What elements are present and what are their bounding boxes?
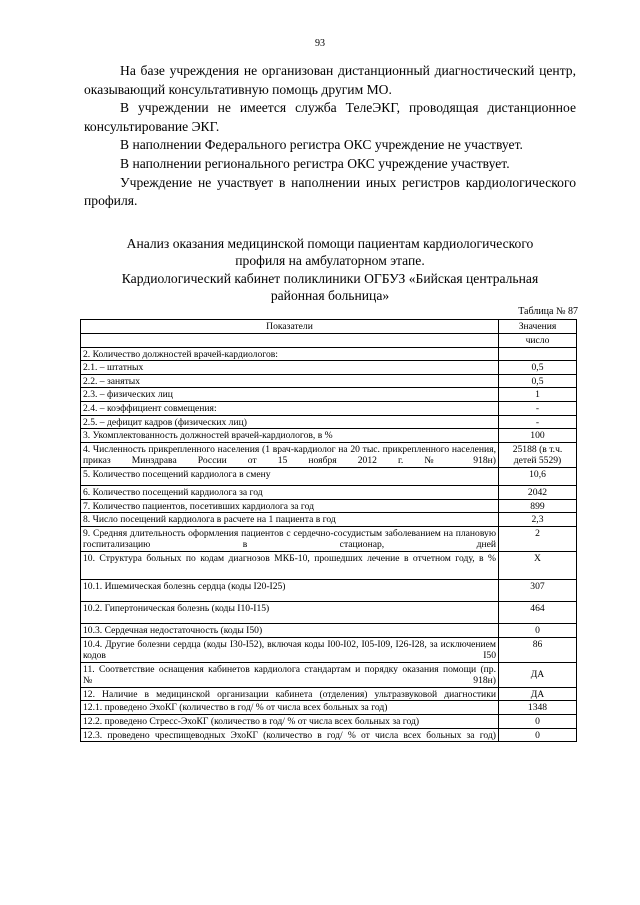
table-caption: Таблица № 87 bbox=[518, 306, 578, 317]
row-value: 0,5 bbox=[499, 374, 577, 388]
row-value: 464 bbox=[499, 601, 577, 623]
row-value: 1 bbox=[499, 388, 577, 402]
paragraph: Учреждение не участвует в наполнении иных регистров кардиологического профиля. bbox=[84, 174, 576, 209]
row-label: 4. Численность прикрепленного населения (1 врач-кардиолог на 20 тыс. прикрепленного населения, приказ Минздрава России от 15 ноября 2012 г. № 918н) bbox=[81, 442, 499, 467]
paragraph: В наполнении регионального регистра ОКС учреждение участвует. bbox=[120, 155, 510, 171]
paragraph: На базе учреждения не организован дистанционный диагностический центр, оказывающий консультативную помощь другим МО. bbox=[84, 63, 576, 97]
heading-line: Кардиологический кабинет поликлиники ОГБУЗ «Бийская центральная bbox=[121, 270, 539, 286]
table-row bbox=[81, 429, 577, 443]
table-row bbox=[81, 579, 577, 601]
row-label: 5. Количество посещений кардиолога в смену bbox=[81, 467, 499, 485]
row-value: ДА bbox=[499, 662, 577, 687]
row-value: 25188 (в т.ч. детей 5529) bbox=[499, 442, 577, 467]
row-value: 100 bbox=[499, 429, 577, 443]
row-value: 1348 bbox=[499, 701, 577, 715]
row-label: 2. Количество должностей врачей-кардиологов: bbox=[81, 347, 499, 361]
table-row bbox=[81, 623, 577, 637]
table-row bbox=[81, 526, 577, 551]
table-row bbox=[81, 601, 577, 623]
table-row bbox=[81, 401, 577, 415]
row-label: 2.2. – занятых bbox=[81, 374, 499, 388]
table-row bbox=[81, 374, 577, 388]
table-row bbox=[81, 662, 577, 687]
row-value bbox=[499, 347, 577, 361]
indicator-header: Показатели bbox=[81, 320, 499, 334]
values-header: Значения bbox=[499, 320, 577, 334]
row-value: 0 bbox=[499, 623, 577, 637]
table-header-row bbox=[81, 320, 577, 334]
row-label: 2.3. – физических лиц bbox=[81, 388, 499, 402]
unit-header: число bbox=[499, 333, 577, 347]
heading-line: профиля на амбулаторном этапе. bbox=[235, 253, 425, 269]
row-label: 11. Соответствие оснащения кабинетов кардиолога стандартам и порядку оказания помощи (пр. №918н) bbox=[81, 662, 499, 687]
paragraph: В учреждении не имеется служба ТелеЭКГ, проводящая дистанционное консультирование ЭКГ. bbox=[84, 100, 576, 134]
row-label: 7. Количество пациентов, посетивших кардиолога за год bbox=[81, 499, 499, 513]
page-number: 93 bbox=[315, 38, 325, 49]
row-label: 6. Количество посещений кардиолога за год bbox=[81, 485, 499, 499]
heading-line: Анализ оказания медицинской помощи пациентам кардиологического bbox=[126, 236, 534, 251]
row-value: 307 bbox=[499, 579, 577, 601]
table-row bbox=[81, 485, 577, 499]
table-row bbox=[81, 415, 577, 429]
row-label: 9. Средняя длительность оформления пациентов с сердечно-сосудистым заболеванием на плановую госпитализацию в стационар, дней bbox=[81, 526, 499, 551]
row-label: 10.1. Ишемическая болезнь сердца (коды I20-I25) bbox=[81, 579, 499, 601]
section-heading bbox=[84, 235, 576, 305]
paragraph: В наполнении Федерального регистра ОКС учреждение не участвует. bbox=[120, 137, 523, 153]
row-value: ДА bbox=[499, 687, 577, 701]
row-value: Х bbox=[499, 551, 577, 579]
row-label: 12.3. проведено чреспищеводных ЭхоКГ (количество в год/ % от числа всех больных за год) bbox=[81, 728, 499, 742]
row-value: - bbox=[499, 401, 577, 415]
table-row bbox=[81, 715, 577, 729]
row-value: 2042 bbox=[499, 485, 577, 499]
table-row bbox=[81, 361, 577, 375]
row-label: 12.1. проведено ЭхоКГ (количество в год/ % от числа всех больных за год) bbox=[81, 701, 499, 715]
table-row bbox=[81, 467, 577, 485]
row-value: 0 bbox=[499, 728, 577, 742]
row-label: 3. Укомплектованность должностей врачей-кардиологов, в % bbox=[81, 429, 499, 443]
row-label: 12. Наличие в медицинской организации кабинета (отделения) ультразвуковой диагностики bbox=[81, 687, 499, 701]
table-header-row bbox=[81, 333, 577, 347]
row-label: 2.5. – дефицит кадров (физических лиц) bbox=[81, 415, 499, 429]
row-value: 0 bbox=[499, 715, 577, 729]
row-value: 2 bbox=[499, 526, 577, 551]
body-text bbox=[84, 62, 576, 211]
row-value: 899 bbox=[499, 499, 577, 513]
heading-line: районная больница» bbox=[270, 288, 390, 304]
table-row bbox=[81, 637, 577, 662]
table-row bbox=[81, 551, 577, 579]
table-row bbox=[81, 728, 577, 742]
table-row bbox=[81, 687, 577, 701]
row-value: 0,5 bbox=[499, 361, 577, 375]
indicator-header-blank bbox=[81, 333, 499, 347]
row-label: 10.4. Другие болезни сердца (коды I30-I52), включая коды I00-I02, I05-I09, I26-I28, за исключением кодов I50 bbox=[81, 637, 499, 662]
row-value: - bbox=[499, 415, 577, 429]
table-row bbox=[81, 388, 577, 402]
row-label: 10.2. Гипертоническая болезнь (коды I10-I15) bbox=[81, 601, 499, 623]
indicators-table bbox=[80, 319, 577, 742]
row-label: 2.4. – коэффициент совмещения: bbox=[81, 401, 499, 415]
row-value: 86 bbox=[499, 637, 577, 662]
row-label: 10.3. Сердечная недостаточность (коды I50) bbox=[81, 623, 499, 637]
row-label: 2.1. – штатных bbox=[81, 361, 499, 375]
row-label: 12.2. проведено Стресс-ЭхоКГ (количество в год/ % от числа всех больных за год) bbox=[81, 715, 499, 729]
row-value: 2,3 bbox=[499, 513, 577, 527]
table-row bbox=[81, 513, 577, 527]
row-label: 8. Число посещений кардиолога в расчете на 1 пациента в год bbox=[81, 513, 499, 527]
row-value: 10,6 bbox=[499, 467, 577, 485]
table-row bbox=[81, 442, 577, 467]
table-row bbox=[81, 701, 577, 715]
table-row bbox=[81, 347, 577, 361]
row-label: 10. Структура больных по кодам диагнозов МКБ-10, прошедших лечение в отчетном году, в % bbox=[81, 551, 499, 579]
table-row bbox=[81, 499, 577, 513]
